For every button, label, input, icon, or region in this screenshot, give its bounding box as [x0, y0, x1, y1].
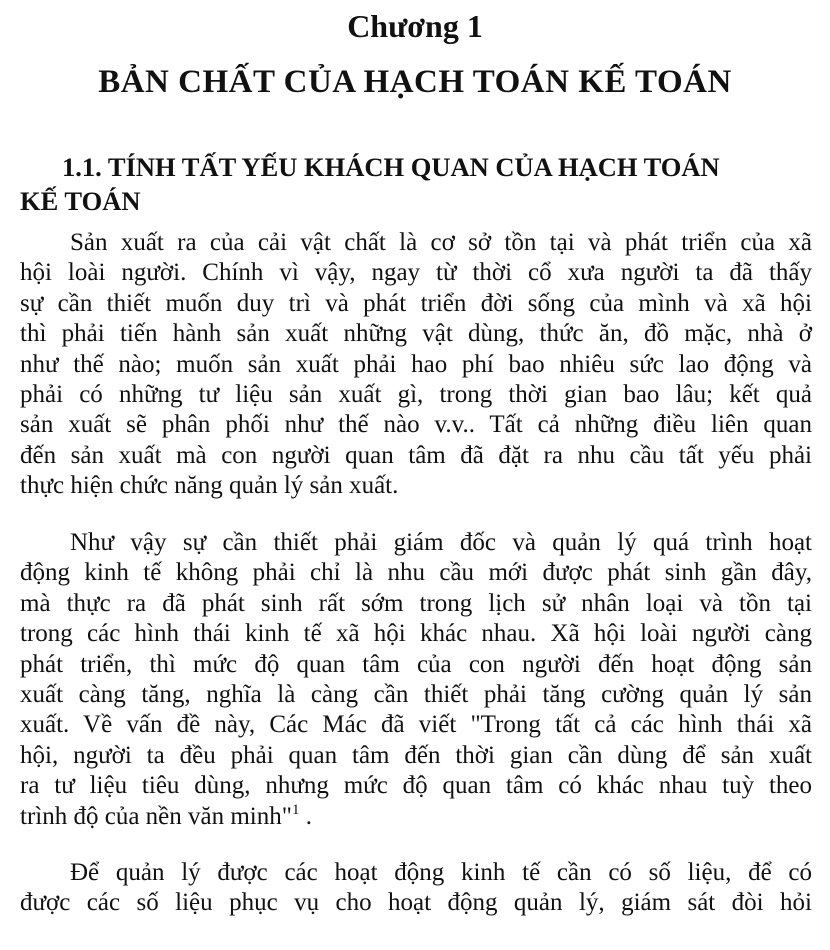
paragraph-line: Như vậy sự cần thiết phải giám đốc và quản lý quá trình hoạt: [70, 529, 812, 556]
paragraph-line-text: trình độ của nền văn minh": [20, 802, 292, 830]
paragraph-line: mà thực ra đã phát sinh rất sớm trong lịch sử nhân loại và tồn tại: [20, 589, 812, 617]
paragraph-line: được các số liệu phục vụ cho hoạt động quản lý, giám sát đòi hỏi: [20, 889, 812, 917]
paragraph-line: đến sản xuất mà con người quan tâm đã đặt ra nhu cầu tất yếu phải: [20, 441, 812, 469]
section-heading: [20, 150, 810, 218]
paragraph-line: sản xuất sẽ phân phối như thế nào v.v.. Tất cả những điều liên quan: [20, 411, 812, 439]
paragraph-line: Sản xuất ra của cải vật chất là cơ sở tồn tại và phát triển của xã: [70, 229, 812, 256]
paragraph: [20, 858, 812, 919]
footnote-reference[interactable]: 1: [291, 801, 300, 818]
paragraph-line: phát triển, thì mức độ quan tâm của con người đến hoạt động sản: [20, 650, 812, 678]
paragraph-line: trong các hình thái kinh tế xã hội khác nhau. Xã hội loài người càng: [20, 620, 812, 648]
section-heading-line: KẾ TOÁN: [20, 186, 141, 216]
paragraph-line: Để quản lý được các hoạt động kinh tế cần có số liệu, để có: [70, 859, 812, 886]
chapter-title: BẢN CHẤT CỦA HẠCH TOÁN KẾ TOÁN: [98, 64, 732, 100]
paragraph-line: sự cần thiết muốn duy trì và phát triển đời sống của mình và xã hội: [20, 289, 812, 317]
paragraph-line: hội, người ta đều phải quan tâm đến thời gian cần dùng để sản xuất: [20, 741, 812, 769]
paragraph-line: ra tư liệu tiêu dùng, nhưng mức độ quan tâm có khác nhau tuỳ theo: [20, 772, 812, 800]
paragraph: [20, 528, 812, 832]
paragraph-line: thực hiện chức năng quản lý sản xuất.: [20, 472, 399, 500]
paragraph-line: như thế nào; muốn sản xuất phải hao phí bao nhiêu sức lao động và: [20, 350, 812, 378]
paragraph-line: xuất càng tăng, nghĩa là càng cần thiết phải tăng cường quản lý sản: [20, 681, 812, 709]
section-heading-line: 1.1. TÍNH TẤT YẾU KHÁCH QUAN CỦA HẠCH TOÁN: [62, 152, 720, 182]
paragraph-line: thì phải tiến hành sản xuất những vật dùng, thức ăn, đồ mặc, nhà ở: [20, 320, 812, 348]
paragraph-line: động kinh tế không phải chỉ là nhu cầu mới được phát sinh gần đây,: [20, 559, 812, 587]
paragraph-trailing-text: .: [299, 802, 312, 830]
chapter-label: Chương 1: [347, 8, 483, 44]
paragraph-line-last: [20, 802, 812, 832]
paragraph: [20, 228, 812, 502]
paragraph-line: hội loài người. Chính vì vậy, ngay từ thời cổ xưa người ta đã thấy: [20, 259, 812, 287]
paragraph-line: phải có những tư liệu sản xuất gì, trong thời gian bao lâu; kết quả: [20, 381, 812, 409]
paragraph-line: xuất. Về vấn đề này, Các Mác đã viết "Trong tất cả các hình thái xã: [20, 711, 812, 739]
